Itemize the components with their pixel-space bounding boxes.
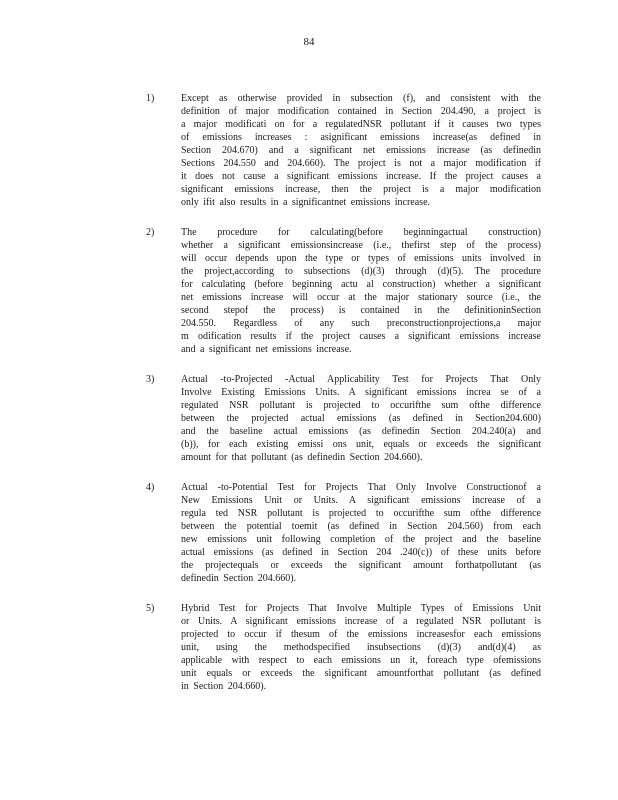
text-line: Section 204.670) and a significant net emissions increase (as definedin — [181, 145, 541, 156]
item-paragraph — [181, 602, 541, 693]
text-line: (b)), for each existing emissi ons unit, equals or exceeds the significant — [181, 439, 541, 450]
list-item — [146, 481, 546, 585]
item-number: 1) — [146, 93, 155, 104]
text-line: definition of major modification contained in Section 204.490, a project is — [181, 106, 541, 117]
text-line: in Section 204.660). — [181, 681, 267, 692]
text-line: Hybrid Test for Projects That Involve Multiple Types of Emissions Unit — [181, 603, 541, 614]
text-line: net emissions increase will occur at the major stationary source (i.e., the — [181, 292, 541, 303]
item-paragraph — [181, 92, 541, 209]
text-line: Except as otherwise provided in subsection (f), and consistent with the — [181, 93, 541, 104]
text-line: the projectequals or exceeds the significant amount forthatpollutant (as — [181, 560, 541, 571]
text-line: between the projected actual emissions (as defined in Section204.600) — [181, 413, 541, 424]
text-line: for calculating (before beginning actu al construction) whether a significant — [181, 279, 541, 290]
text-line: Involve Existing Emissions Units. A significant emissions increa se of a — [181, 387, 541, 398]
text-line: whether a significant emissionsincrease (i.e., thefirst step of the process) — [181, 240, 541, 251]
text-line: will occur depends upon the type or types of emissions units involved in — [181, 253, 541, 264]
list-item — [146, 226, 546, 356]
text-line: actual emissions (as defined in Section 204 .240(c)) of these units before — [181, 547, 541, 558]
numbered-list — [146, 92, 546, 710]
text-line: unit equals or exceeds the significant amountforthat pollutant (as defined — [181, 668, 541, 679]
text-line: a major modificati on for a regulatedNSR pollutant if it causes two types — [181, 119, 541, 130]
text-line: and a significant net emissions increase. — [181, 344, 352, 355]
text-line: regulated NSR pollutant is projected to occurifthe sum ofthe difference — [181, 400, 541, 411]
item-number: 5) — [146, 603, 155, 614]
text-line: regula ted NSR pollutant is projected to occurifthe sum ofthe difference — [181, 508, 541, 519]
text-line: amount for that pollutant (as definedin Section 204.660). — [181, 452, 423, 463]
text-line: Sections 204.550 and 204.660). The project is not a major modification if — [181, 158, 541, 169]
item-paragraph — [181, 481, 541, 585]
text-line: projected to occur if thesum of the emissions increasesfor each emissions — [181, 629, 541, 640]
list-item — [146, 602, 546, 693]
text-line: The procedure for calculating(before beginningactual construction) — [181, 227, 541, 238]
text-line: new emissions unit following completion of the project and the baseline — [181, 534, 541, 545]
text-line: between the potential toemit (as defined in Section 204.560) from each — [181, 521, 541, 532]
text-line: significant emissions increase, then the project is a major modification — [181, 184, 541, 195]
text-line: Actual -to-Projected -Actual Applicability Test for Projects That Only — [181, 374, 541, 385]
text-line: applicable with respect to each emissions un it, foreach type ofemissions — [181, 655, 541, 666]
text-line: New Emissions Unit or Units. A significant emissions increase of a — [181, 495, 541, 506]
text-line: 204.550. Regardless of any such preconstructionprojections,a major — [181, 318, 541, 329]
page-number: 84 — [303, 36, 315, 48]
text-line: the project,according to subsections (d)(3) through (d)(5). The procedure — [181, 266, 541, 277]
list-item — [146, 92, 546, 209]
text-line: and the baseline actual emissions (as definedin Section 204.240(a) and — [181, 426, 541, 437]
item-number: 2) — [146, 227, 155, 238]
list-item — [146, 373, 546, 464]
text-line: or Units. A significant emissions increase of a regulated NSR pollutant is — [181, 616, 541, 627]
item-number: 4) — [146, 482, 155, 493]
text-line: second stepof the process) is contained in the definitioninSection — [181, 305, 541, 316]
text-line: of emissions increases : asignificant emissions increase(as defined in — [181, 132, 541, 143]
text-line: m odification results if the project causes a significant emissions increase — [181, 331, 541, 342]
item-number: 3) — [146, 374, 155, 385]
text-line: definedin Section 204.660). — [181, 573, 297, 584]
text-line: only ifit also results in a significantnet emissions increase. — [181, 197, 431, 208]
item-paragraph — [181, 373, 541, 464]
text-line: it does not cause a significant emissions increase. If the project causes a — [181, 171, 541, 182]
text-line: unit, using the methodspecified insubsections (d)(3) and(d)(4) as — [181, 642, 541, 653]
text-line: Actual -to-Potential Test for Projects That Only Involve Constructionof a — [181, 482, 541, 493]
item-paragraph — [181, 226, 541, 356]
